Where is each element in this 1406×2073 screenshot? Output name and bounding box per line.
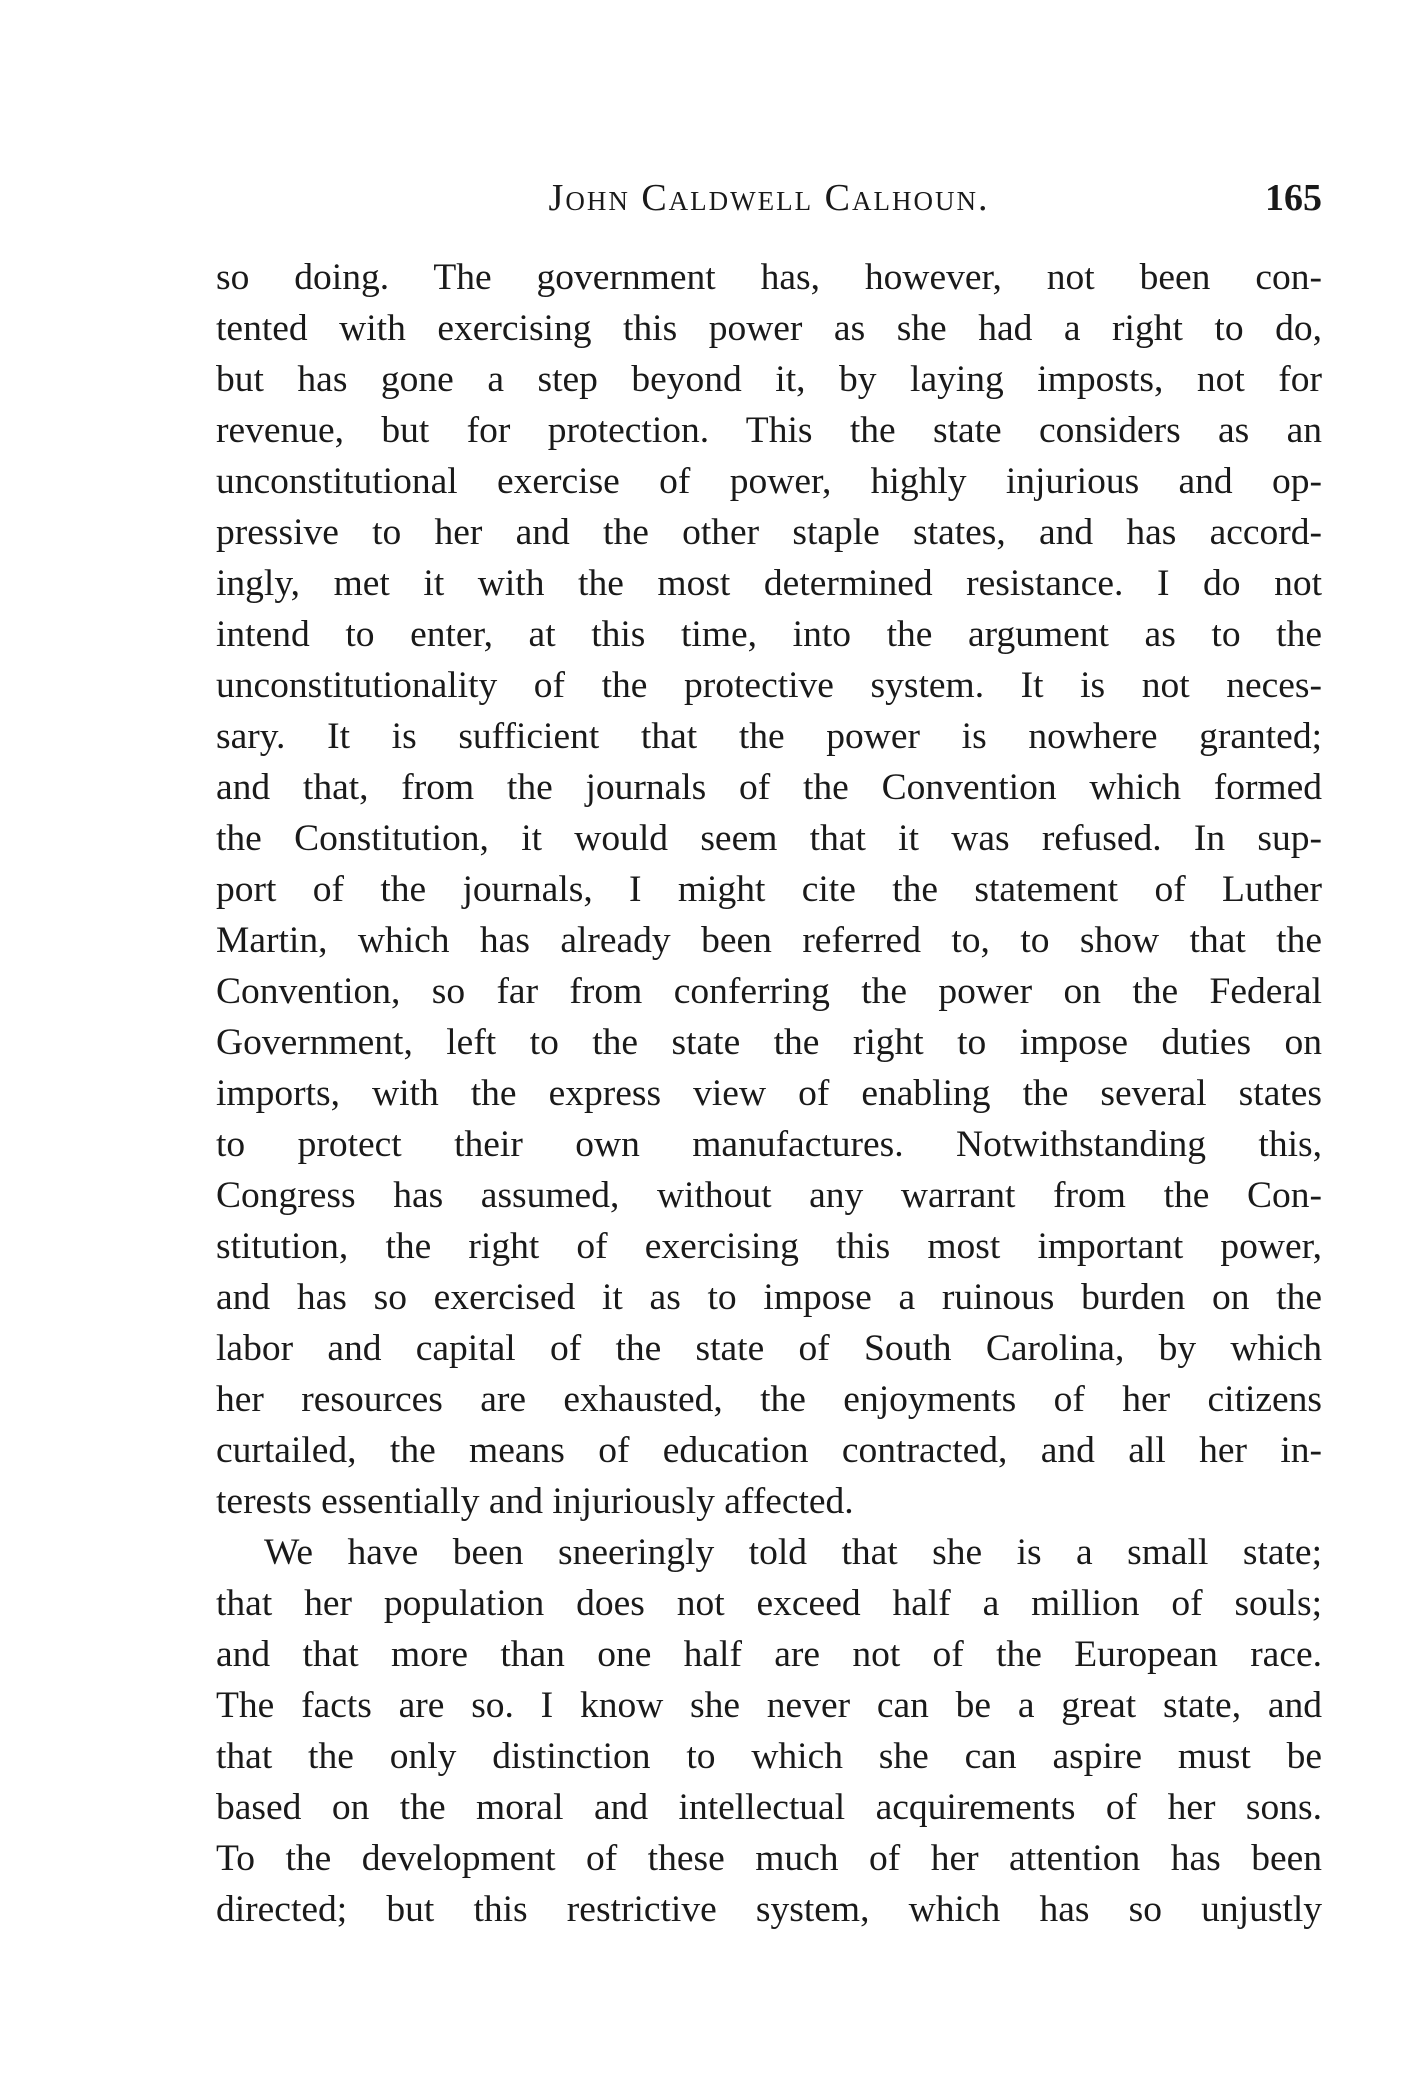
running-head — [216, 168, 1322, 228]
text-line: intend to enter, at this time, into the argument as to the — [216, 614, 1322, 655]
page-number: 165 — [1265, 177, 1322, 219]
text-line: so doing. The government has, however, not been con- — [216, 257, 1322, 298]
text-line: but has gone a step beyond it, by laying imposts, not for — [216, 359, 1322, 400]
text-line: To the development of these much of her attention has been — [216, 1838, 1322, 1879]
text-line: to protect their own manufactures. Notwithstanding this, — [216, 1124, 1322, 1165]
text-line: and that more than one half are not of the European race. — [216, 1634, 1322, 1675]
text-line: based on the moral and intellectual acquirements of her sons. — [216, 1787, 1322, 1828]
text-line: curtailed, the means of education contracted, and all her in- — [216, 1430, 1322, 1471]
text-line: port of the journals, I might cite the statement of Luther — [216, 869, 1322, 910]
text-line: Martin, which has already been referred to, to show that the — [216, 920, 1322, 961]
text-line: labor and capital of the state of South Carolina, by which — [216, 1328, 1322, 1369]
running-title: John Caldwell Calhoun. — [548, 177, 990, 219]
text-line: Convention, so far from conferring the power on the Federal — [216, 971, 1322, 1012]
text-line: stitution, the right of exercising this most important power, — [216, 1226, 1322, 1267]
text-line: revenue, but for protection. This the state considers as an — [216, 410, 1322, 451]
text-line: unconstitutional exercise of power, highly injurious and op- — [216, 461, 1322, 502]
text-line: Congress has assumed, without any warrant from the Con- — [216, 1175, 1322, 1216]
text-line: that her population does not exceed half a million of souls; — [216, 1583, 1322, 1624]
text-line: tented with exercising this power as she had a right to do, — [216, 308, 1322, 349]
text-line: terests essentially and injuriously affected. — [216, 1481, 854, 1522]
text-line: imports, with the express view of enabling the several states — [216, 1073, 1322, 1114]
text-line: the Constitution, it would seem that it was refused. In sup- — [216, 818, 1322, 859]
text-line: and has so exercised it as to impose a ruinous burden on the — [216, 1277, 1322, 1318]
text-line: and that, from the journals of the Convention which formed — [216, 767, 1322, 808]
text-line: Government, left to the state the right to impose duties on — [216, 1022, 1322, 1063]
text-line: ingly, met it with the most determined resistance. I do not — [216, 563, 1322, 604]
text-line: that the only distinction to which she can aspire must be — [216, 1736, 1322, 1777]
text-line: The facts are so. I know she never can be a great state, and — [216, 1685, 1322, 1726]
text-line: her resources are exhausted, the enjoyments of her citizens — [216, 1379, 1322, 1420]
text-line: sary. It is sufficient that the power is nowhere granted; — [216, 716, 1322, 757]
text-line: pressive to her and the other staple states, and has accord- — [216, 512, 1322, 553]
body-text — [216, 252, 1322, 1935]
text-line: directed; but this restrictive system, which has so unjustly — [216, 1889, 1322, 1930]
text-line: We have been sneeringly told that she is a small state; — [264, 1532, 1322, 1573]
text-line: unconstitutionality of the protective system. It is not neces- — [216, 665, 1322, 706]
